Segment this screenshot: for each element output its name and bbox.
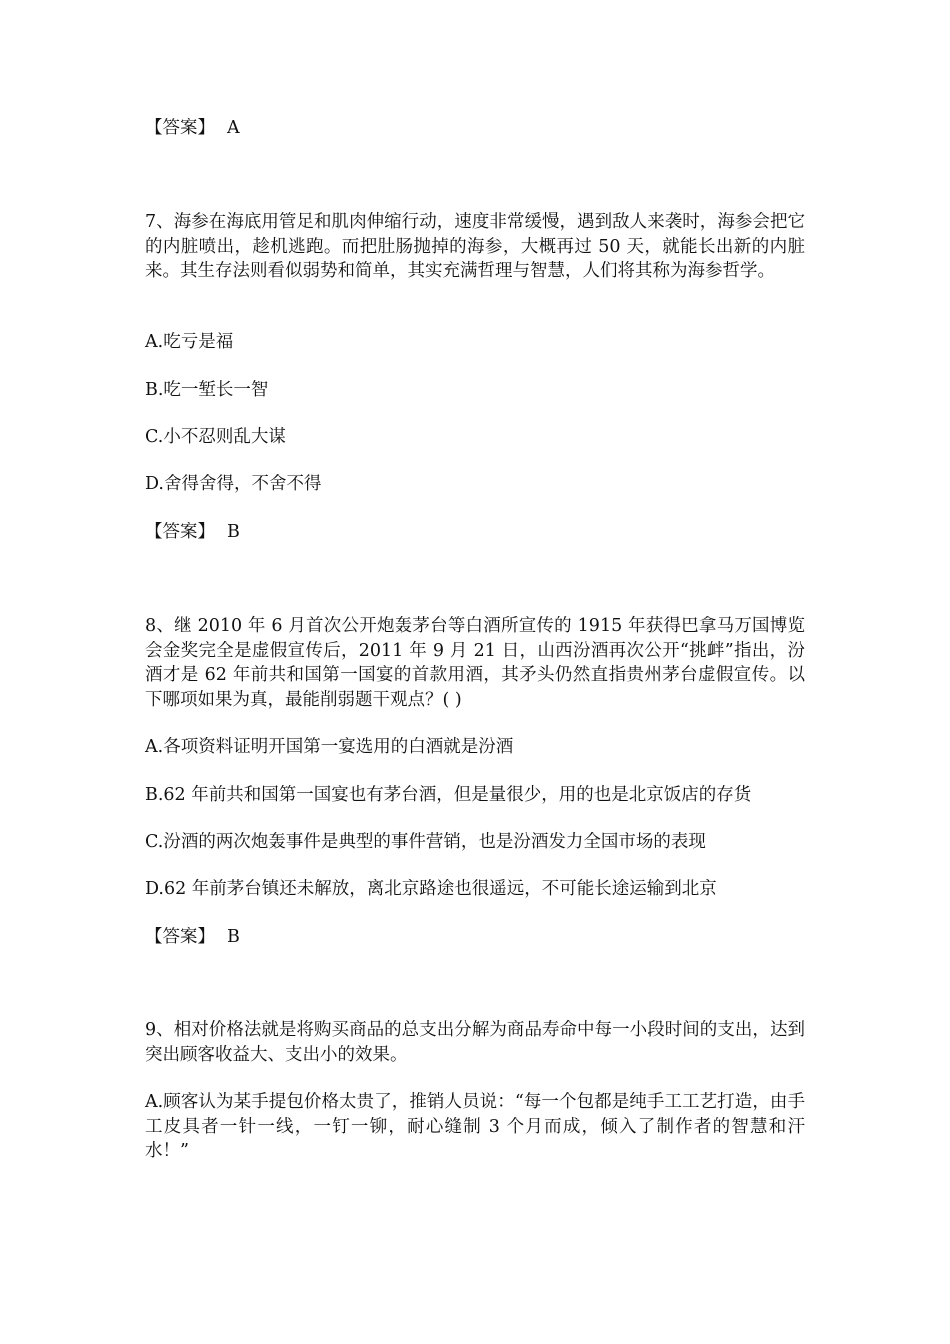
- answer-line: [145, 116, 810, 140]
- option-a: A.顾客认为某手提包价格太贵了，推销人员说：“每一个包都是纯手工工艺打造，由手工皮具者一针一线，一钉一铆，耐心缝制 3 个月而成，倾入了制作者的智慧和汗水！”: [145, 1092, 805, 1161]
- answer-label: 【答案】: [145, 522, 215, 542]
- option-c: C.汾酒的两次炮轰事件是典型的事件营销，也是汾酒发力全国市场的表现: [145, 832, 706, 852]
- answer-value: B: [227, 522, 240, 542]
- question-stem: 9、相对价格法就是将购买商品的总支出分解为商品寿命中每一小段时间的支出，达到突出顾客收益大、支出小的效果。: [145, 1020, 805, 1065]
- answer-value: B: [227, 927, 240, 947]
- answer-value: A: [227, 118, 240, 138]
- option-d: D.舍得舍得，不舍不得: [145, 474, 322, 494]
- option-a: A.吃亏是福: [145, 332, 234, 352]
- answer-label: 【答案】: [145, 927, 215, 947]
- option-a: A.各项资料证明开国第一宴选用的白酒就是汾酒: [145, 737, 514, 757]
- answer-line: [145, 925, 810, 949]
- question-stem: 7、海参在海底用管足和肌肉伸缩行动，速度非常缓慢，遇到敌人来袭时，海参会把它的内脏喷出，趁机逃跑。而把肚肠抛掉的海参，大概再过 50 天，就能长出新的内脏来。其生存法则看似弱势和简单，其实充满哲理与智慧，人们将其称为海参哲学。: [145, 212, 805, 281]
- answer-line: [145, 520, 810, 544]
- option-c: C.小不忍则乱大谋: [145, 427, 286, 447]
- option-d: D.62 年前茅台镇还未解放，离北京路途也很遥远，不可能长途运输到北京: [145, 879, 717, 899]
- option-b: B.62 年前共和国第一国宴也有茅台酒，但是量很少，用的也是北京饭店的存货: [145, 785, 752, 805]
- question-stem: 8、继 2010 年 6 月首次公开炮轰茅台等白酒所宣传的 1915 年获得巴拿马万国博览会金奖完全是虚假宣传后，2011 年 9 月 21 日，山西汾酒再次公开“挑衅”指出，汾酒才是 62 年前共和国第一国宴的首款用酒，其矛头仍然直指贵州茅台虚假宣传。以下哪项如果为真，最能削弱题干观点？( ): [145, 616, 805, 710]
- answer-label: 【答案】: [145, 118, 215, 138]
- option-b: B.吃一堑长一智: [145, 380, 269, 400]
